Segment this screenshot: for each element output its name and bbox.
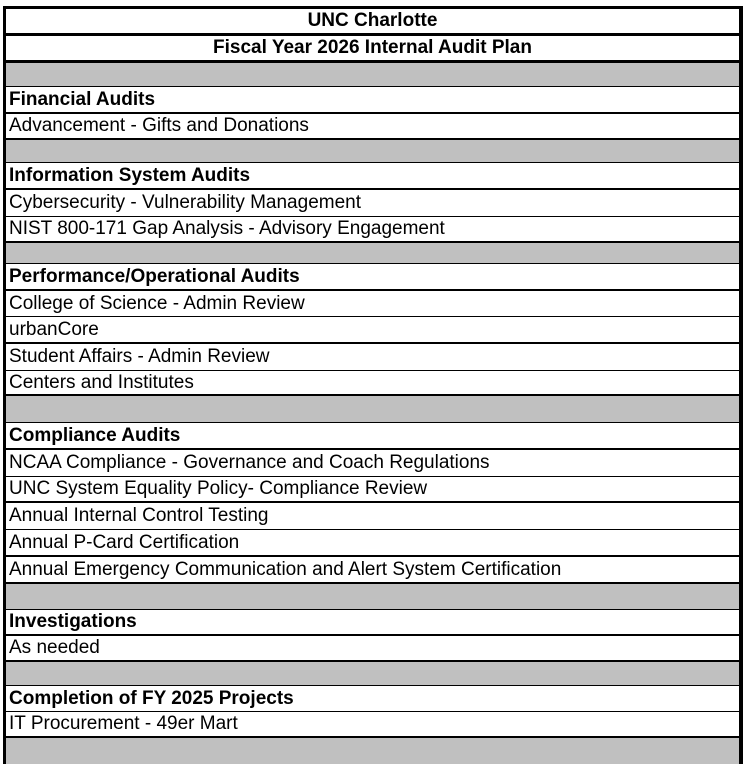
separator-row <box>6 396 739 423</box>
list-item: Cybersecurity - Vulnerability Management <box>6 190 739 217</box>
list-item: Student Affairs - Admin Review <box>6 344 739 371</box>
section-heading-completion-fy2025: Completion of FY 2025 Projects <box>6 686 739 712</box>
section-heading-information-system: Information System Audits <box>6 163 739 190</box>
separator-row <box>6 738 739 764</box>
list-item: College of Science - Admin Review <box>6 291 739 317</box>
separator-row <box>6 63 739 87</box>
separator-row <box>6 243 739 264</box>
plan-title: Fiscal Year 2026 Internal Audit Plan <box>6 36 739 63</box>
list-item: Advancement - Gifts and Donations <box>6 114 739 140</box>
list-item: Centers and Institutes <box>6 371 739 396</box>
list-item: As needed <box>6 636 739 662</box>
list-item: IT Procurement - 49er Mart <box>6 712 739 738</box>
list-item: Annual Emergency Communication and Alert System Certification <box>6 557 739 584</box>
section-heading-financial: Financial Audits <box>6 87 739 114</box>
separator-row <box>6 662 739 686</box>
section-heading-investigations: Investigations <box>6 610 739 636</box>
section-heading-performance: Performance/Operational Audits <box>6 264 739 291</box>
list-item: urbanCore <box>6 317 739 344</box>
list-item: UNC System Equality Policy- Compliance Review <box>6 477 739 503</box>
audit-plan-table <box>3 6 743 764</box>
list-item: Annual P-Card Certification <box>6 530 739 557</box>
separator-row <box>6 140 739 163</box>
section-heading-compliance: Compliance Audits <box>6 423 739 450</box>
list-item: NIST 800-171 Gap Analysis - Advisory Engagement <box>6 217 739 243</box>
org-title: UNC Charlotte <box>6 9 739 36</box>
list-item: NCAA Compliance - Governance and Coach Regulations <box>6 450 739 477</box>
separator-row <box>6 584 739 610</box>
list-item: Annual Internal Control Testing <box>6 503 739 530</box>
